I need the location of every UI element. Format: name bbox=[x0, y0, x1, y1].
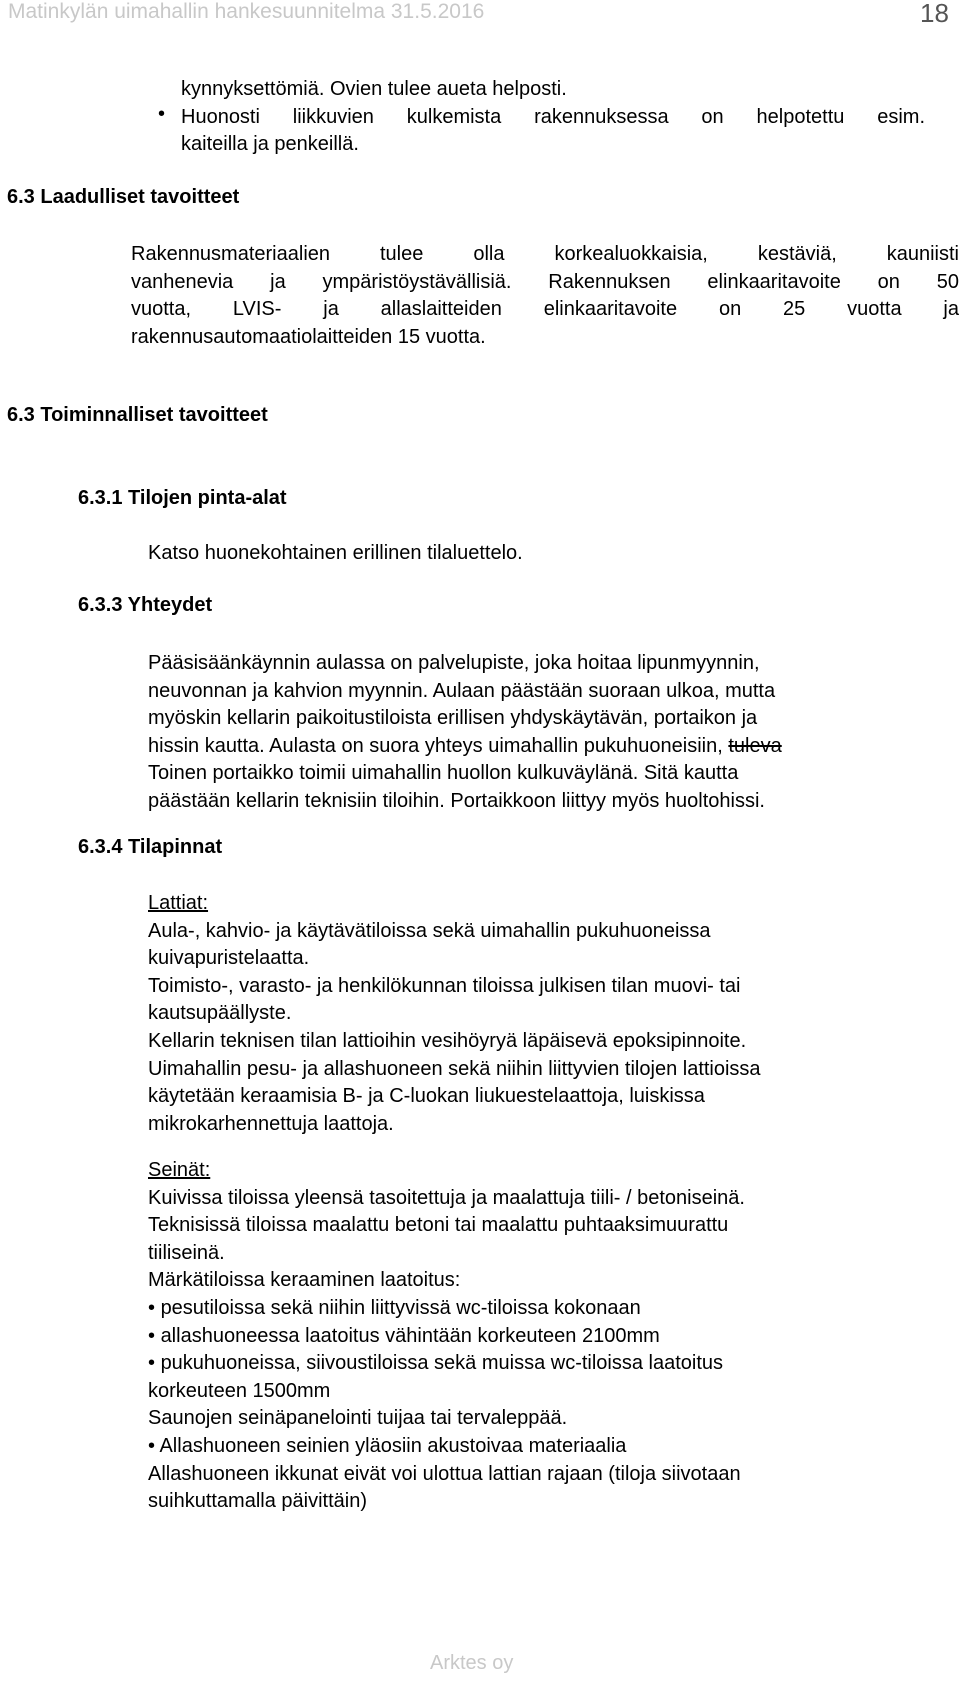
intro-bullet-line: Huonosti liikkuvien kulkemista rakennuksessa on helpotettu esim. bbox=[181, 106, 925, 128]
bullet-icon: • bbox=[148, 1352, 161, 1375]
paragraph-line: kuivapuristelaatta. bbox=[148, 947, 310, 970]
paragraph-line: rakennusautomaatiolaitteiden 15 vuotta. bbox=[131, 325, 486, 348]
paragraph-line: mikrokarhennettuja laattoja. bbox=[148, 1112, 394, 1135]
paragraph-line: Toimisto-, varasto- ja henkilökunnan tiloissa julkisen tilan muovi- tai bbox=[148, 974, 741, 997]
list-item-text: pukuhuoneissa, siivoustiloissa sekä muissa wc-tiloissa laatoitus bbox=[160, 1352, 724, 1375]
bullet-icon: • bbox=[148, 1434, 160, 1457]
list-item-text: pesutiloissa sekä niihin liittyvissä wc-tiloissa kokonaan bbox=[160, 1296, 641, 1319]
areas-text: Katso huonekohtainen erillinen tilaluettelo. bbox=[148, 542, 523, 564]
list-item bbox=[148, 1323, 745, 1351]
intro-bullet-line-cont: kaiteilla ja penkeillä. bbox=[181, 133, 359, 155]
paragraph-line: Rakennusmateriaalien tulee olla korkealuokkaisia, kestäviä, kauniisti bbox=[131, 243, 959, 265]
walls-block bbox=[148, 1157, 745, 1516]
list-item-text: Allashuoneen seinien yläosiin akustoivaa materiaalia bbox=[159, 1434, 627, 1457]
page-number: 18 bbox=[920, 0, 949, 28]
section-heading-quality: 6.3 Laadulliset tavoitteet bbox=[7, 186, 240, 208]
paragraph-line: Märkätiloissa keraaminen laatoitus: bbox=[148, 1269, 461, 1292]
line-text: hissin kautta. Aulasta on suora yhteys uimahallin pukuhuoneisiin, bbox=[148, 734, 729, 757]
quality-paragraph bbox=[131, 241, 959, 351]
walls-heading: Seinät: bbox=[148, 1159, 211, 1181]
paragraph-line: Teknisissä tiloissa maalattu betoni tai maalattu puhtaaksimuurattu bbox=[148, 1214, 729, 1237]
bullet-icon: • bbox=[158, 103, 166, 125]
connections-paragraph bbox=[148, 650, 782, 816]
bullet-icon: • bbox=[148, 1296, 161, 1319]
paragraph-line: Pääsisäänkäynnin aulassa on palvelupiste, joka hoitaa lipunmyynnin, bbox=[148, 652, 760, 674]
paragraph-line: kautsupäällyste. bbox=[148, 1002, 292, 1025]
bullet-icon: • bbox=[148, 1324, 161, 1347]
paragraph-line: Allashuoneen ikkunat eivät voi ulottua lattian rajaan (tiloja siivotaan bbox=[148, 1462, 741, 1485]
list-item-text: allashuoneessa laatoitus vähintään korkeuteen 2100mm bbox=[160, 1324, 660, 1347]
subsection-heading-areas: 6.3.1 Tilojen pinta-alat bbox=[78, 487, 287, 509]
list-item bbox=[148, 1295, 745, 1323]
paragraph-line: Kellarin teknisen tilan lattioihin vesihöyryä läpäisevä epoksipinnoite. bbox=[148, 1029, 747, 1052]
paragraph-line: vanhenevia ja ympäristöystävällisiä. Rakennuksen elinkaaritavoite on 50 bbox=[131, 270, 959, 293]
paragraph-line bbox=[148, 733, 782, 761]
paragraph-line: Saunojen seinäpanelointi tuijaa tai tervaleppää. bbox=[148, 1407, 568, 1430]
paragraph-line: neuvonnan ja kahvion myynnin. Aulaan päästään suoraan ulkoa, mutta bbox=[148, 679, 776, 702]
page-header-title: Matinkylän uimahallin hankesuunnitelma 31.5.2016 bbox=[8, 0, 485, 23]
subsection-heading-surfaces: 6.3.4 Tilapinnat bbox=[78, 836, 223, 858]
paragraph-line: Uimahallin pesu- ja allashuoneen sekä niihin liittyvien tilojen lattioissa bbox=[148, 1057, 761, 1080]
intro-line: kynnyksettömiä. Ovien tulee aueta helposti. bbox=[181, 78, 567, 100]
paragraph-line: tiiliseinä. bbox=[148, 1241, 225, 1264]
paragraph-line: päästään kellarin teknisiin tiloihin. Portaikkoon liittyy myös huoltohissi. bbox=[148, 789, 765, 812]
list-item bbox=[148, 1350, 745, 1378]
footer-watermark: Arktes oy bbox=[430, 1652, 514, 1674]
paragraph-line: Kuivissa tiloissa yleensä tasoitettuja ja maalattuja tiili- / betoniseinä. bbox=[148, 1186, 745, 1209]
floors-block bbox=[148, 890, 761, 1138]
paragraph-line: suihkuttamalla päivittäin) bbox=[148, 1490, 367, 1513]
paragraph-line: korkeuteen 1500mm bbox=[148, 1379, 331, 1402]
subsection-heading-connections: 6.3.3 Yhteydet bbox=[78, 594, 213, 616]
list-item bbox=[148, 1433, 745, 1461]
struck-text: tuleva bbox=[728, 734, 782, 757]
floors-heading: Lattiat: bbox=[148, 892, 209, 914]
paragraph-line: myöskin kellarin paikoitustiloista erillisen yhdyskäytävän, portaikon ja bbox=[148, 707, 758, 730]
paragraph-line: Toinen portaikko toimii uimahallin huollon kulkuväylänä. Sitä kautta bbox=[148, 762, 739, 785]
paragraph-line: käytetään keraamisia B- ja C-luokan liukuestelaattoja, luiskissa bbox=[148, 1085, 705, 1108]
paragraph-line: vuotta, LVIS- ja allaslaitteiden elinkaaritavoite on 25 vuotta ja bbox=[131, 298, 959, 320]
section-heading-functional: 6.3 Toiminnalliset tavoitteet bbox=[7, 404, 268, 426]
paragraph-line: Aula-, kahvio- ja käytävätiloissa sekä uimahallin pukuhuoneissa bbox=[148, 919, 711, 942]
